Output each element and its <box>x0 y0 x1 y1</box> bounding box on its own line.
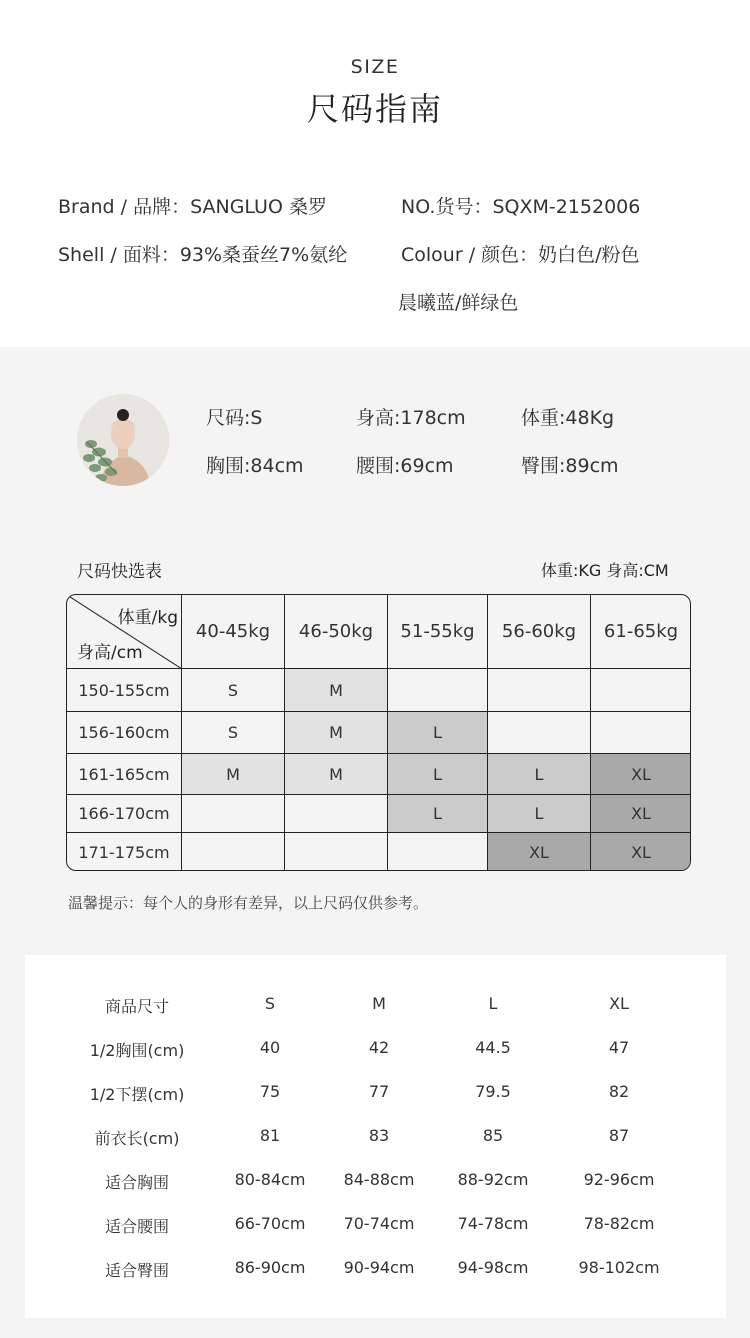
size-cell <box>488 669 591 712</box>
measure-value: 88-92cm <box>457 1170 529 1189</box>
measurement-table <box>25 955 726 1318</box>
measure-value: 42 <box>368 1038 390 1057</box>
size-cell: L <box>388 754 488 795</box>
size-cell: M <box>285 754 388 795</box>
size-cell <box>182 833 285 871</box>
height-row-label: 161-165cm <box>67 754 182 795</box>
measure-value: 86-90cm <box>234 1258 306 1277</box>
measure-row-label: 1/2胸围(cm) <box>89 1041 185 1060</box>
measure-value: 82 <box>608 1082 630 1101</box>
item-number: NO.货号：SQXM-2152006 <box>401 196 641 218</box>
height-row-label: 166-170cm <box>67 795 182 833</box>
measure-row-label: 适合腰围 <box>104 1217 169 1236</box>
size-cell <box>182 795 285 833</box>
measure-value: 81 <box>259 1126 281 1145</box>
measure-header-cell: S <box>264 994 276 1013</box>
measure-value: 79.5 <box>475 1082 511 1101</box>
measure-header-cell: M <box>372 994 386 1013</box>
size-cell <box>488 712 591 754</box>
size-cell: L <box>488 754 591 795</box>
colour-info: Colour / 颜色：奶白色/粉色 <box>401 244 640 266</box>
model-waist: 腰围:69cm <box>356 455 454 477</box>
measure-value: 85 <box>482 1126 504 1145</box>
measure-value: 74-78cm <box>457 1214 529 1233</box>
weight-header: 40-45kg <box>182 595 285 669</box>
measure-value: 80-84cm <box>234 1170 306 1189</box>
size-cell: XL <box>591 754 691 795</box>
shell-info: Shell / 面料：93%桑蚕丝7%氨纶 <box>58 244 348 266</box>
corner-height-label: 身高/cm <box>77 643 143 663</box>
header-section <box>0 0 750 347</box>
size-cell: L <box>488 795 591 833</box>
model-avatar <box>77 394 169 486</box>
weight-header: 51-55kg <box>388 595 488 669</box>
measure-value: 78-82cm <box>583 1214 655 1233</box>
measure-value: 75 <box>259 1082 281 1101</box>
size-cell: S <box>182 669 285 712</box>
size-cell <box>285 795 388 833</box>
quick-table-title: 尺码快选表 <box>77 562 162 582</box>
title-en: SIZE <box>350 56 400 78</box>
measure-value: 77 <box>368 1082 390 1101</box>
size-cell <box>388 669 488 712</box>
model-hip: 臀围:89cm <box>521 455 619 477</box>
size-cell: M <box>285 712 388 754</box>
measure-header-cell: XL <box>609 994 629 1013</box>
measure-header-cell: L <box>488 994 498 1013</box>
height-row-label: 156-160cm <box>67 712 182 754</box>
measure-row-label: 适合臀围 <box>104 1261 169 1280</box>
size-cell: L <box>388 795 488 833</box>
measure-value: 83 <box>368 1126 390 1145</box>
quick-table-units: 体重:KG 身高:CM <box>541 561 669 580</box>
height-row-label: 171-175cm <box>67 833 182 871</box>
measure-value: 66-70cm <box>234 1214 306 1233</box>
size-cell: XL <box>591 833 691 871</box>
height-row-label: 150-155cm <box>67 669 182 712</box>
corner-weight-label: 体重/kg <box>117 608 178 628</box>
measure-value: 87 <box>608 1126 630 1145</box>
measure-value: 40 <box>259 1038 281 1057</box>
size-cell: L <box>388 712 488 754</box>
model-photo-icon <box>77 394 169 486</box>
model-bust: 胸围:84cm <box>206 455 304 477</box>
measure-value: 98-102cm <box>578 1258 660 1277</box>
measure-value: 94-98cm <box>457 1258 529 1277</box>
measure-header-cell: 商品尺寸 <box>104 997 169 1016</box>
size-quick-table <box>66 594 691 871</box>
measure-value: 90-94cm <box>343 1258 415 1277</box>
tip-text: 温馨提示：每个人的身形有差异，以上尺码仅供参考。 <box>68 894 429 912</box>
measure-value: 47 <box>608 1038 630 1057</box>
size-cell: XL <box>591 795 691 833</box>
model-size: 尺码:S <box>206 407 263 429</box>
size-cell: XL <box>488 833 591 871</box>
measure-row-label: 前衣长(cm) <box>94 1129 180 1148</box>
size-cell: S <box>182 712 285 754</box>
measure-value: 84-88cm <box>343 1170 415 1189</box>
measure-value: 92-96cm <box>583 1170 655 1189</box>
size-cell <box>591 669 691 712</box>
corner-cell <box>67 595 182 669</box>
weight-header: 46-50kg <box>285 595 388 669</box>
measure-row-label: 适合胸围 <box>104 1173 169 1192</box>
measure-row-label: 1/2下摆(cm) <box>89 1085 185 1104</box>
colour-info-line2: 晨曦蓝/鲜绿色 <box>398 292 519 314</box>
model-height: 身高:178cm <box>356 407 466 429</box>
measure-value: 70-74cm <box>343 1214 415 1233</box>
weight-header: 61-65kg <box>591 595 691 669</box>
size-cell: M <box>182 754 285 795</box>
size-cell <box>285 833 388 871</box>
size-cell <box>388 833 488 871</box>
weight-header: 56-60kg <box>488 595 591 669</box>
model-weight: 体重:48Kg <box>521 407 615 429</box>
size-cell <box>591 712 691 754</box>
size-cell: M <box>285 669 388 712</box>
brand-info: Brand / 品牌：SANGLUO 桑罗 <box>58 196 327 218</box>
measure-value: 44.5 <box>475 1038 511 1057</box>
page-title: 尺码指南 <box>306 90 443 128</box>
